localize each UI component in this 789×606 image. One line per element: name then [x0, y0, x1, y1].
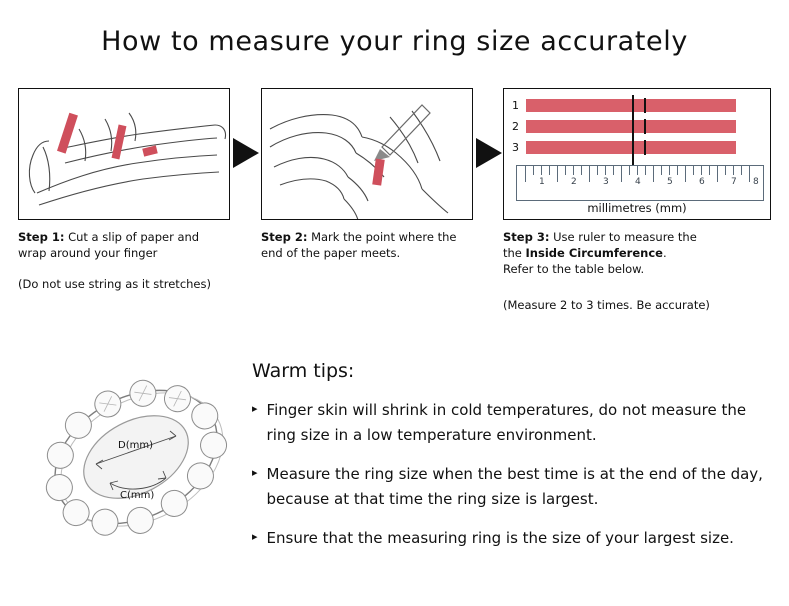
step-3-illustration	[503, 88, 771, 220]
ruler-tick-label: 8	[753, 177, 759, 187]
bullet-icon: ▸	[252, 530, 258, 543]
ruler-units-label: millimetres (mm)	[587, 201, 687, 215]
bullet-icon: ▸	[252, 466, 258, 479]
step-3-caption-text-4: Refer to the table below.	[503, 262, 645, 276]
warm-tip-item	[252, 462, 772, 512]
step-2	[261, 88, 473, 261]
ruler-tick-label: 3	[603, 177, 609, 187]
step-3-caption	[503, 229, 771, 277]
warm-tip-text: Measure the ring size when the best time is at the end of the day, because at that time the ring size is largest.	[266, 465, 763, 508]
ruler-tick-label: 4	[635, 177, 641, 187]
mark-tick	[644, 98, 646, 113]
warm-tip-item	[252, 526, 772, 551]
step-2-illustration	[261, 88, 473, 220]
alignment-line	[632, 95, 634, 167]
step-2-caption-text: Mark the point where the end of the paper meets.	[261, 230, 457, 260]
ruler-tick-label: 2	[571, 177, 577, 187]
ruler-tick-label: 5	[667, 177, 673, 187]
ruler-tick-label: 6	[699, 177, 705, 187]
arrow-right-icon-2	[476, 138, 502, 168]
ruler-tick-label: 7	[731, 177, 737, 187]
step-1-caption	[18, 229, 230, 261]
paper-strip	[526, 141, 736, 154]
paper-strip-row	[512, 118, 736, 134]
ring-circumference-label: C(mm)	[120, 490, 155, 501]
warm-tips-heading: Warm tips:	[252, 360, 355, 382]
warm-tip-item	[252, 398, 772, 448]
step-1-note: (Do not use string as it stretches)	[18, 277, 211, 291]
warm-tips-section	[252, 360, 772, 565]
strip-number: 3	[512, 140, 519, 154]
ring-diameter-label: D(mm)	[118, 440, 153, 451]
ring-illustration	[26, 352, 246, 562]
step-3-caption-emphasis: Inside Circumference	[525, 246, 663, 260]
ruler-icon	[516, 165, 764, 201]
paper-strip	[526, 120, 736, 133]
step-2-caption	[261, 229, 473, 261]
step-3-note: (Measure 2 to 3 times. Be accurate)	[503, 298, 710, 312]
bullet-icon: ▸	[252, 402, 258, 415]
step-3-caption-text-3: .	[662, 246, 667, 260]
paper-strip	[526, 99, 736, 112]
warm-tip-text: Ensure that the measuring ring is the size of your largest size.	[266, 529, 734, 547]
steps-row	[0, 88, 789, 338]
arrow-right-icon-1	[233, 138, 259, 168]
mark-tick	[644, 140, 646, 155]
step-3	[503, 88, 771, 313]
step-3-label: Step 3:	[503, 230, 550, 244]
strip-number: 2	[512, 119, 519, 133]
paper-strip-row	[512, 139, 736, 155]
paper-strips-group	[512, 97, 736, 160]
step-1	[18, 88, 230, 292]
step-1-illustration	[18, 88, 230, 220]
step-1-caption-text: Cut a slip of paper and wrap around your finger	[18, 230, 200, 260]
step-3-caption-text-1: Use ruler to measure the	[553, 230, 697, 244]
strip-number: 1	[512, 98, 519, 112]
step-1-label: Step 1:	[18, 230, 65, 244]
diamond-ring-icon	[26, 352, 246, 562]
warm-tip-text: Finger skin will shrink in cold temperatures, do not measure the ring size in a low temperature environment.	[266, 401, 747, 444]
page-title: How to measure your ring size accurately	[101, 26, 688, 57]
ruler-tick-label: 1	[539, 177, 545, 187]
step-2-label: Step 2:	[261, 230, 308, 244]
paper-strip-row	[512, 97, 736, 113]
mark-tick	[644, 119, 646, 134]
hand-marking-paper-icon	[262, 89, 473, 220]
hand-with-paper-strip-icon	[19, 89, 230, 220]
step-3-caption-text-2: the	[503, 246, 526, 260]
